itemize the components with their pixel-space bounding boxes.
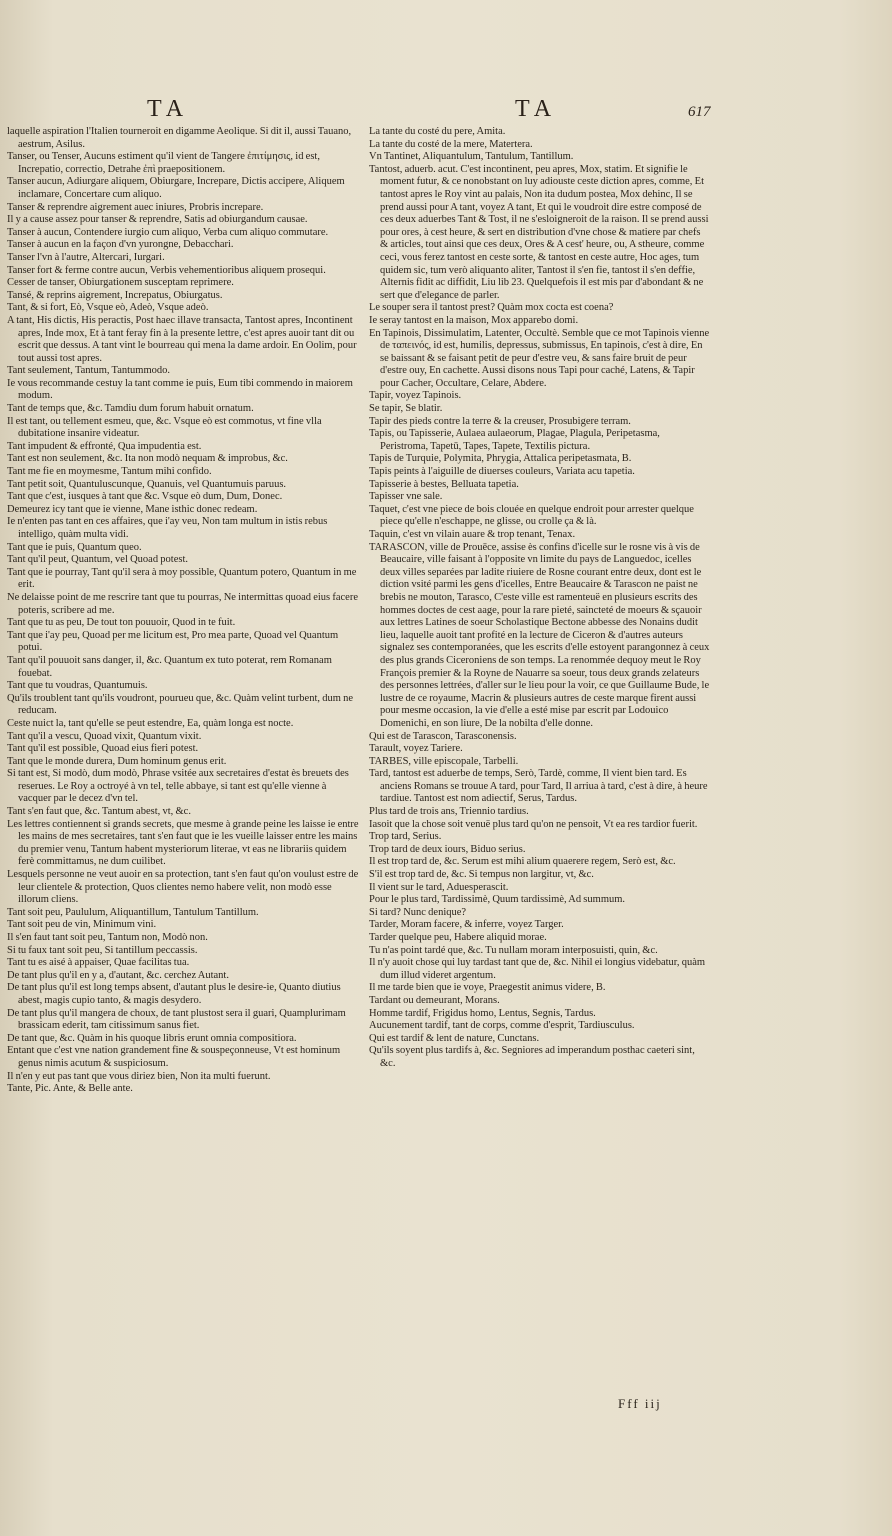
dictionary-entry: De tant plus qu'il est long temps absent, d'autant plus le desire-ie, Quanto diutius abest, magis cupio tanto, & magis desydero. [7,982,341,1006]
dictionary-entry: TARASCON, ville de Prouēce, assise ès confins d'icelle sur le rosne vis à vis de Beaucaire, ville faisant à l'opposite vn limite du pays de Languedoc, icelles deux villes separées par ladite riuiere de Rosne courant entre deux, dont est le diction vsité parmi les gens d'icelles, Entre Beaucaire & Tarascon ne paist ne brebis ne mouton, Tarasco, C'este ville est ramenteuë en plusieurs escrits des hommes doctes de cest aage, pour la rare pieté, saincteté de moeurs & sçauoir aux lettres Latines de soeur Scholastique Bectone abbesse des Nonains dudit lieu, laquelle auoit tant profité en la lecture de Ciceron & d'autres auteurs signalez ses contemporanées, que les escrits d'elle estoyent parangonnez à ceux des plus grands Ciceroniens de son temps. La renommée dequoy meut le Roy François premier & la Royne de Nauarre sa soeur, tous deux grands zelateurs des personnes lettrées, d'aller sur le lieu pour la voir, ce que Guillaume Bude, le lustre de ce royaume, Macrin & plusieurs autres de ceste marque firent aussi pour mesme occasion, la vie d'elle a esté mise par escrit par Lodouico Domenichi, en son liure, De la nobilta d'elle donne. [369,541,710,729]
dictionary-entry: Ceste nuict la, tant qu'elle se peut estendre, Ea, quàm longa est nocte. [7,717,294,729]
dictionary-entry: Entant que c'est vne nation grandement fine & souspeçonneuse, Vt est hominum genus nimis acutum & suspiciosum. [7,1045,341,1069]
dictionary-entry: Tant que c'est, iusques à tant que &c. Vsque eò dum, Dum, Donec. [7,491,283,503]
dictionary-entry: Il y a cause assez pour tanser & reprendre, Satis ad obiurgandum causae. [7,214,308,226]
dictionary-entry: Il n'y auoit chose qui luy tardast tant que de, &c. Nihil ei longius videbatur, quàm dum illud videret argentum. [369,957,706,981]
dictionary-entry: Tant de temps que, &c. Tamdiu dum forum habuit ornatum. [7,403,254,415]
dictionary-entry: Tard, tantost est aduerbe de temps, Serò, Tardè, comme, Il vient bien tard. Es anciens Romans se trouue A tard, pour Tard, Il arriua à tard, c'est à dire, à heure tardiue. Tantost est nom adiectif, Serus, Tardus. [369,768,708,805]
dictionary-entry: Tant impudent & effronté, Qua impudentia est. [7,440,202,452]
dictionary-entry: Tant soit peu de vin, Minimum vini. [7,919,157,931]
dictionary-entry: Tant que ie pourray, Tant qu'il sera à moy possible, Quantum potero, Quantum in me erit. [7,566,357,591]
dictionary-entry: Tant me fie en moymesme, Tantum mihi confido. [7,466,212,478]
dictionary-entry: Tant tu es aisé à appaiser, Quae facilitas tua. [7,957,190,969]
dictionary-entry: Tant qu'il est possible, Quoad eius fieri potest. [7,743,199,755]
dictionary-entry: En Tapinois, Dissimulatim, Latenter, Occultè. Semble que ce mot Tapinois vienne de ταπεινός, id est, humilis, depressus, submissus, En tapinois, c'est à dire, En se baissant & se faisant petit de peur d'estre veu, & sans faire bruit de peur d'estre ouy, En cachette. Aussi disons nous Tapi pour caché, Latens, & Tapir pour Cacher, Occultare, Celare, Abdere. [369,327,710,389]
dictionary-entry: Ne delaisse point de me rescrire tant que tu pourras, Ne intermittas quoad eius facere poteris, scribere ad me. [7,591,358,616]
dictionary-entry: De tant plus qu'il mangera de choux, de tant plustost sera il guari, Quamplurimam brassicam ederit, tam citissimum sanus fiet. [7,1007,346,1032]
dictionary-entry: Tanser l'vn à l'autre, Altercari, Iurgari. [7,251,165,263]
dictionary-entry: Tapis, ou Tapisserie, Aulaea aulaeorum, Plagae, Plagula, Peripetasma, Peristroma, Tapetū, Tapes, Tapete, Textilis pictura. [369,428,660,452]
dictionary-entry: Plus tard de trois ans, Triennio tardius. [369,806,529,818]
dictionary-entry: Tapir des pieds contre la terre & la creuser, Prosubigere terram. [369,415,631,427]
dictionary-entry: Tant que ie puis, Quantum queo. [7,541,142,553]
dictionary-entry: Il vient sur le tard, Aduesperascit. [369,881,509,893]
dictionary-entry: Cesser de tanser, Obiurgationem susceptam reprimere. [7,277,234,289]
dictionary-entry: Qu'ils troublent tant qu'ils voudront, pourueu que, &c. Quàm velint turbent, dum ne reducam. [7,692,354,717]
dictionary-entry: Si tard? Nunc denique? [369,906,467,918]
dictionary-entry: Tant que i'ay peu, Quoad per me licitum est, Pro mea parte, Quoad vel Quantum potui. [7,629,339,654]
dictionary-entry: Trop tard, Serius. [369,831,442,843]
dictionary-entry: laquelle aspiration l'Italien tourneroit en digamme Aeolique. Si dit il, aussi Tauano, aestrum, Asilus. [7,126,352,150]
dictionary-entry: Ie n'enten pas tant en ces affaires, que i'ay veu, Non tam multum in istis rebus intelligo, quàm multa vidi. [7,516,328,540]
dictionary-entry: Tant s'en faut que, &c. Tantum abest, vt, &c. [7,806,191,818]
dictionary-entry: Tant soit peu, Paululum, Aliquantillum, Tantulum Tantillum. [7,906,259,918]
dictionary-entry: Tant qu'il pouuoit sans danger, il, &c. Quantum ex tuto poterat, rem Romanam fouebat. [7,654,332,679]
dictionary-entry: Le souper sera il tantost prest? Quàm mox cocta est coena? [369,302,614,314]
dictionary-entry: Se tapir, Se blatir. [369,403,443,415]
dictionary-entry: Tant est non seulement, &c. Ita non modò nequam & improbus, &c. [7,453,288,465]
dictionary-entry: De tant que, &c. Quàm in his quoque libris erunt omnia compositiora. [7,1032,297,1044]
dictionary-entry: Iasoit que la chose soit venuë plus tard qu'on ne pensoit, Vt ea res tardior fuerit. [369,818,698,830]
dictionary-entry: Il est tant, ou tellement esmeu, que, &c. Vsque eò est commotus, vt fine vlla dubitatione insanire videatur. [7,415,322,440]
dictionary-entry: Qui est de Tarascon, Tarasconensis. [369,730,517,742]
dictionary-entry: Pour le plus tard, Tardissimè, Quum tardissimè, Ad summum. [369,894,626,906]
dictionary-entry: Tapisserie à bestes, Belluata tapetia. [369,478,519,490]
dictionary-entry: Tarault, voyez Tariere. [369,743,463,755]
dictionary-entry: Tardant ou demeurant, Morans. [369,994,500,1006]
dictionary-entry: Tapis peints à l'aiguille de diuerses couleurs, Variata acu tapetia. [369,466,635,478]
dictionary-entry: Tanser, ou Tenser, Aucuns estiment qu'il vient de Tangere ἐπιτίμησις, id est, Increpatio, correctio, Detrahe ἐπὶ praepositionem. [7,151,320,175]
dictionary-entry: Tant seulement, Tantum, Tantummodo. [7,365,171,377]
dictionary-entry: Tanser à aucun, Contendere iurgio cum aliquo, Verba cum aliquo commutare. [7,226,329,238]
dictionary-entry: Si tant est, Si modò, dum modò, Phrase vsitée aux secretaires d'estat ès breuets des reserues. Le Roy a octroyé à vn tel, telle abbaye, si tant est qu'elle vienne à vacquer par le decez d'vn tel. [7,768,349,805]
dictionary-entry: Tant que tu as peu, De tout ton pouuoir, Quod in te fuit. [7,617,236,629]
dictionary-entry: Tante, Pic. Ante, & Belle ante. [7,1083,133,1095]
dictionary-entry: Les lettres contiennent si grands secrets, que mesme à grande peine les laisse ie entre les mains de mes secretaires, tant s'en faut que ie les vueille laisser entre les mains du premier venu, Tantum habent mysteriorum literae, vt eas ne librariis quidem ferè committamus, ne dum cuilibet. [7,818,359,868]
dictionary-entry: Tanser à aucun en la façon d'vn yurongne, Debacchari. [7,239,234,251]
dictionary-entry: Il n'en y eut pas tant que vous diriez bien, Non ita multi fuerunt. [7,1070,271,1082]
dictionary-entry: Homme tardif, Frigidus homo, Lentus, Segnis, Tardus. [369,1007,596,1019]
dictionary-entry: S'il est trop tard de, &c. Si tempus non largitur, vt, &c. [369,869,594,881]
dictionary-entry: De tant plus qu'il en y a, d'autant, &c. cerchez Autant. [7,969,229,981]
dictionary-entry: Tant, & si fort, Eò, Vsque eò, Adeò, Vsque adeò. [7,302,209,314]
dictionary-entry: Si tu faux tant soit peu, Si tantillum peccassis. [7,944,198,956]
signature-mark: Fff iij [618,1396,662,1411]
dictionary-entry: Tanser & reprendre aigrement auec iniures, Probris increpare. [7,201,264,213]
dictionary-entry: Aucunement tardif, tant de corps, comme d'esprit, Tardiusculus. [369,1020,635,1032]
running-head-center: TA [515,96,558,122]
dictionary-entry: Taquin, c'est vn vilain auare & trop tenant, Tenax. [369,529,576,540]
dictionary-entry: Tarder quelque peu, Habere aliquid morae. [369,932,547,943]
dictionary-entry: Tarder, Moram facere, & inferre, voyez Targer. [369,919,564,931]
dictionary-entry: Tapis de Turquie, Polymita, Phrygia, Attalica peripetasmata, B. [369,453,632,465]
dictionary-entry: Tansé, & reprins aigrement, Increpatus, Obiurgatus. [7,289,223,301]
dictionary-entry: TARBES, ville episcopale, Tarbelli. [369,755,519,767]
dictionary-entry: Taquet, c'est vne piece de bois clouée en quelque endroit pour arrester quelque piece qu'elle n'eschappe, ne glisse, ou crolle ça & là. [369,503,694,528]
dictionary-entry: Il me tarde bien que ie voye, Praegestit animus videre, B. [369,982,606,994]
left-column [7,126,360,1096]
dictionary-entry: Tapir, voyez Tapinois. [369,390,462,402]
dictionary-entry: Tapisser vne sale. [369,491,443,503]
dictionary-entry: Tant qu'il peut, Quantum, vel Quoad potest. [7,554,189,566]
dictionary-entry: Tant que tu voudras, Quantumuis. [7,680,148,692]
dictionary-entry: Trop tard de deux iours, Biduo serius. [369,843,526,855]
dictionary-entry: Tanser fort & ferme contre aucun, Verbis vehementioribus aliquem prosequi. [7,264,326,276]
dictionary-entry: Tu n'as point tardé que, &c. Tu nullam moram interposuisti, quin, &c. [369,944,658,956]
page-number: 617 [688,104,711,120]
dictionary-entry: Il est trop tard de, &c. Serum est mihi alium quaerere regem, Serò est, &c. [369,856,676,868]
dictionary-entry: Ie seray tantost en la maison, Mox apparebo domi. [369,314,579,326]
dictionary-entry: La tante du costé de la mere, Matertera. [369,138,533,150]
dictionary-entry: La tante du costé du pere, Amita. [369,126,506,137]
dictionary-entry: A tant, His dictis, His peractis, Post haec illave transacta, Tantost apres, Incontinent apres, Inde mox, Et à tant feray fin à la presente lettre, c'est apres auoir tant dit ou escrit que dessus. A tant vint le bourreau qui mena la dame ardoir. En Oolim, pour tout aussi tost apres. [7,314,357,364]
dictionary-entry: Demeurez icy tant que ie vienne, Mane isthic donec redeam. [7,503,258,515]
dictionary-entry: Il s'en faut tant soit peu, Tantum non, Modò non. [7,932,208,943]
running-head-left: TA [147,96,190,122]
dictionary-entry: Tantost, aduerb. acut. C'est incontinent, peu apres, Mox, statim. Et signifie le moment futur, & ce nonobstant on luy adiouste ceste diction apres, comme, Et tantost apres le Roy vint au palais, Non ita dudum postea, Mox dehinc, Il se prend aussi pour A tant, voyez A tant, Et qui le voudroit dire estre composé de ces deux aduerbes Tant & Tost, il ne s'esloigneroit de la raison. Il se prend aussi pour ores, à cest heure, & sert en distribution d'vne chose & matiere par chefs & articles, tout ainsi que ces deux, Ores & A cest' heure, ou, A stheure, comme ceci, vous ferez tantost en ceste sorte, & tantost en ceste autre, Hoc ages, tum quidem sic, tum verò aliquanto aliter, Tantost il s'en fie, tantost il s'en deffie, Alternis fidit ac diffidit, Liu lib 23. Quelquefois il est mis par d'abondant & ne sert que d'elegance de parler. [369,163,709,301]
dictionary-entry: Ie vous recommande cestuy la tant comme ie puis, Eum tibi commendo in maiorem modum. [7,377,353,402]
right-column [369,126,710,1071]
dictionary-entry: Tant qu'il a vescu, Quoad vixit, Quantum vixit. [7,730,202,742]
dictionary-entry: Tant petit soit, Quantuluscunque, Quanuis, vel Quantumuis paruus. [7,478,287,490]
dictionary-entry: Qui est tardif & lent de nature, Cunctans. [369,1032,540,1044]
dictionary-entry: Tanser aucun, Adiurgare aliquem, Obiurgare, Increpare, Dictis accipere, Aliquem inclamare, Concertare cum aliquo. [7,176,345,200]
dictionary-entry: Tant que le monde durera, Dum hominum genus erit. [7,755,227,767]
dictionary-entry: Qu'ils soyent plus tardifs à, &c. Segniores ad imperandum posthac caeteri sint, &c. [369,1045,695,1069]
dictionary-entry: Vn Tantinet, Aliquantulum, Tantulum, Tantillum. [369,151,574,163]
dictionary-entry: Lesquels personne ne veut auoir en sa protection, tant s'en faut qu'on voulust estre de leur clientele & protection, Quos clientes nemo habere velit, non modò esse illorum cliens. [7,869,359,906]
